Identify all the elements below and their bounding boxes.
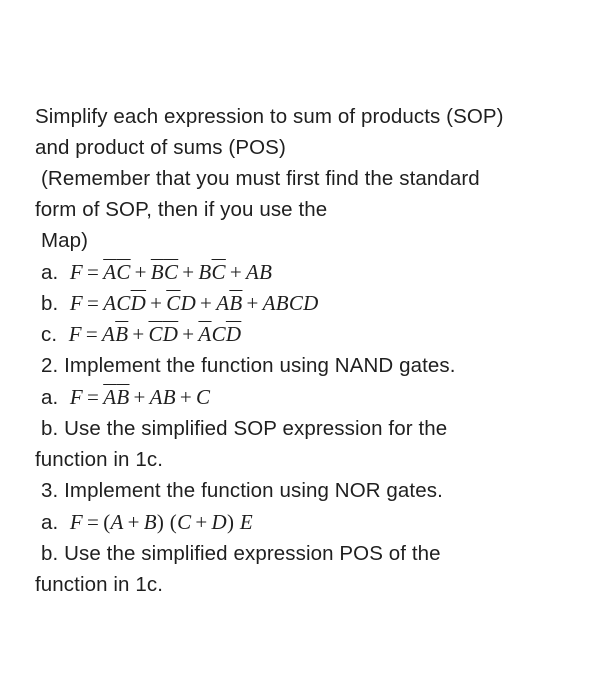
- item-1a-prefix: a.: [41, 261, 59, 284]
- term-var: C: [211, 322, 226, 346]
- term-var: D: [180, 291, 197, 315]
- term-var: $\overline{D}$: [225, 322, 242, 346]
- term-var: $\overline{C}$: [116, 260, 131, 284]
- eq-symbol-F: F: [68, 322, 82, 346]
- plus-sign: +: [179, 385, 193, 409]
- item-1b: [41, 289, 319, 318]
- eq-symbol-F: F: [69, 260, 84, 284]
- term-var: AB: [149, 385, 176, 409]
- eq-sign: =: [85, 322, 99, 346]
- term-var: AB: [246, 260, 273, 284]
- item-2b-line-2: function in 1c.: [35, 448, 163, 471]
- item-1c-equation: [69, 322, 242, 346]
- paren: ): [156, 510, 165, 534]
- eq-sign: =: [87, 260, 100, 284]
- term-var: D: [211, 510, 228, 534]
- item-2a-equation: [70, 385, 210, 409]
- intro-line-2: and product of sums (POS): [35, 136, 286, 159]
- intro-line-5: Map): [41, 229, 89, 252]
- paren: (: [169, 510, 178, 534]
- question-3-title: 3. Implement the function using NOR gates.: [41, 479, 443, 502]
- plus-sign: +: [132, 322, 145, 346]
- eq-symbol-F: F: [69, 291, 84, 315]
- term-var: $\overline{B}$: [150, 260, 164, 284]
- term-var: $\overline{C}$: [163, 260, 179, 284]
- paren: ): [227, 510, 235, 534]
- intro-line-3: (Remember that you must first find the standard: [41, 167, 480, 190]
- plus-sign: +: [182, 322, 195, 346]
- term-var: B: [143, 510, 157, 534]
- term-var: $\overline{C}$: [166, 291, 181, 315]
- term-var: $\overline{C}$: [148, 322, 163, 346]
- plus-sign: +: [200, 291, 213, 315]
- plus-sign: +: [133, 385, 146, 409]
- term-var: B: [198, 260, 212, 284]
- eq-sign: =: [87, 510, 100, 534]
- term-var: C: [177, 510, 192, 534]
- eq-symbol-F: F: [69, 385, 84, 409]
- term-var: ABCD: [262, 291, 319, 315]
- plus-sign: +: [246, 291, 259, 315]
- item-3b-line-2: function in 1c.: [35, 573, 163, 596]
- item-3a: [41, 508, 253, 537]
- term-var: $\overline{D}$: [162, 322, 179, 346]
- item-1c-prefix: c.: [41, 323, 58, 346]
- term-var: $\overline{A}$: [103, 260, 117, 284]
- term-var: E: [239, 510, 254, 534]
- paren: (: [103, 510, 111, 534]
- item-2a-prefix: a.: [41, 386, 59, 409]
- intro-line-4: form of SOP, then if you use the: [35, 198, 328, 221]
- item-2a: [41, 383, 210, 412]
- plus-sign: +: [195, 510, 208, 534]
- item-1a-equation: [70, 260, 272, 284]
- term-var: A: [102, 322, 116, 346]
- item-3a-equation: [70, 510, 253, 534]
- item-1c: [41, 320, 241, 349]
- plus-sign: +: [127, 510, 140, 534]
- question-2-title: 2. Implement the function using NAND gates.: [41, 354, 456, 377]
- plus-sign: +: [150, 291, 163, 315]
- term-var: A: [216, 291, 230, 315]
- term-var: $\overline{C}$: [211, 260, 226, 284]
- intro-line-1: Simplify each expression to sum of products (SOP): [35, 105, 504, 128]
- item-1b-equation: [70, 291, 319, 315]
- eq-sign: =: [87, 291, 100, 315]
- item-1b-prefix: b.: [41, 292, 59, 315]
- plus-sign: +: [229, 260, 243, 284]
- term-var: $\overline{A}$: [103, 385, 117, 409]
- term-var: $\overline{B}$: [229, 291, 243, 315]
- item-2b-line-1: b. Use the simplified SOP expression for the: [41, 417, 448, 440]
- term-var: $\overline{A}$: [198, 322, 212, 346]
- term-var: C: [196, 385, 211, 409]
- plus-sign: +: [182, 260, 195, 284]
- item-1a: [41, 258, 272, 287]
- plus-sign: +: [134, 260, 147, 284]
- term-var: A: [110, 510, 124, 534]
- item-3b-line-1: b. Use the simplified expression POS of the: [41, 542, 441, 565]
- eq-sign: =: [87, 385, 100, 409]
- term-var: AC: [103, 291, 131, 315]
- term-var: $\overline{D}$: [130, 291, 147, 315]
- item-3a-prefix: a.: [41, 511, 59, 534]
- term-var: $\overline{B}$: [116, 385, 130, 409]
- eq-symbol-F: F: [69, 510, 84, 534]
- term-var: $\overline{B}$: [115, 322, 129, 346]
